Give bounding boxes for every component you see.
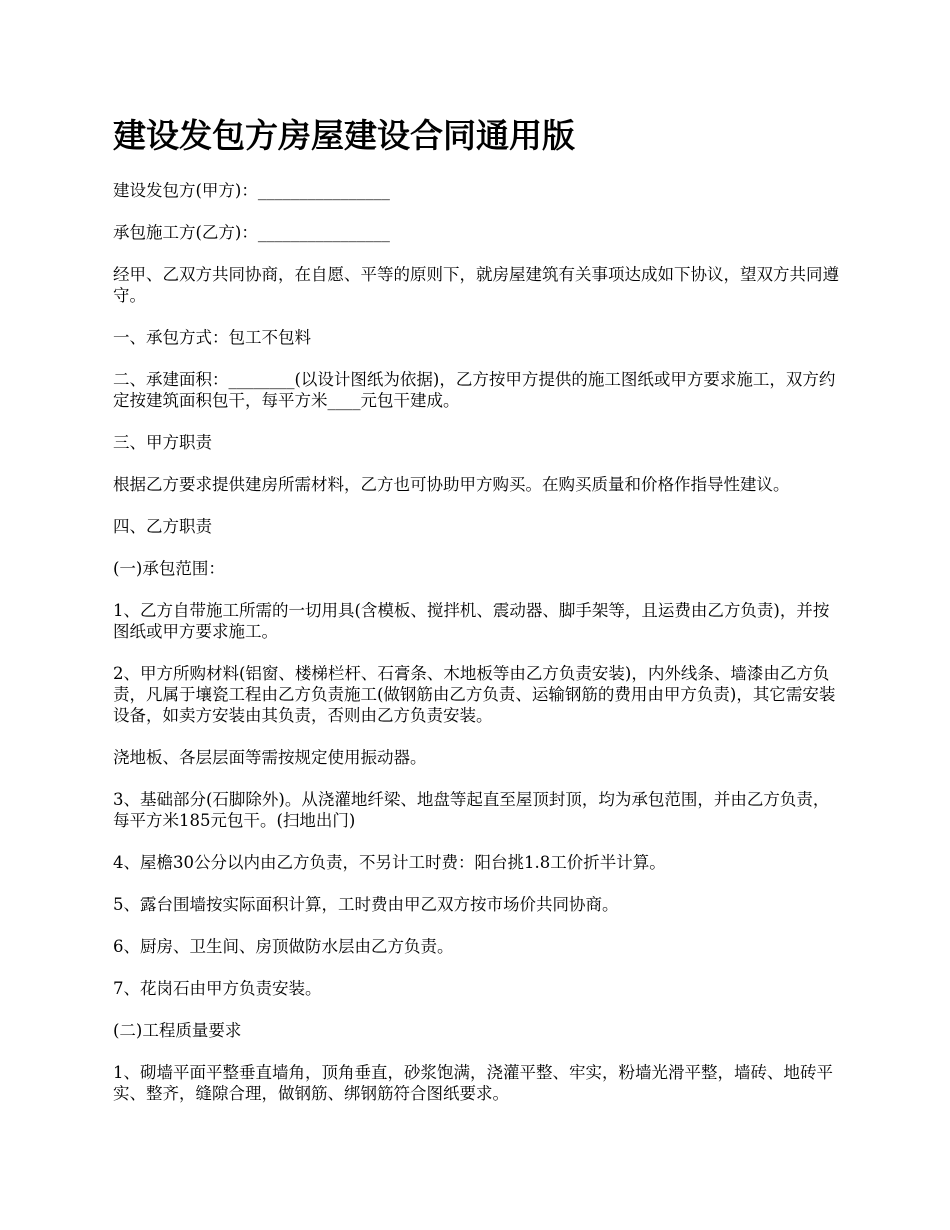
section-4-heading: 四、乙方职责 <box>113 517 212 536</box>
section-3-paragraph: 根据乙方要求提供建房所需材料，乙方也可协助甲方购买。在购买质量和价格作指导性建议。 <box>113 475 790 494</box>
clause-7-paragraph: 7、花岗石由甲方负责安装。 <box>113 979 322 998</box>
clause-5-paragraph: 5、露台围墙按实际面积计算，工时费由甲乙双方按市场价共同协商。 <box>113 895 619 914</box>
clause-1-paragraph: 1、乙方自带施工所需的一切用具(含模板、搅拌机、震动器、脚手架等，且运费由乙方负责)，并按图纸或甲方要求施工。 <box>113 601 830 641</box>
quality-clause-1-paragraph: 1、砌墙平面平整垂直墙角，顶角垂直，砂浆饱满，浇灌平整、牢实，粉墙光滑平整，墙砖、地砖平实、整齐，缝隙合理，做钢筋、绑钢筋符合图纸要求。 <box>113 1063 833 1103</box>
preamble-paragraph: 经甲、乙双方共同协商，在自愿、平等的原则下，就房屋建筑有关事项达成如下协议，望双方共同遵守。 <box>113 265 839 305</box>
section-2-paragraph: 二、承建面积：________(以设计图纸为依据)，乙方按甲方提供的施工图纸或甲方要求施工，双方约定按建筑面积包干，每平方米____元包干建成。 <box>113 370 836 410</box>
vibrator-note-paragraph: 浇地板、各层层面等需按规定使用振动器。 <box>113 748 427 767</box>
document-title: 建设发包方房屋建设合同通用版 <box>113 116 575 155</box>
clause-2-paragraph: 2、甲方所购材料(铝窗、楼梯栏杆、石膏条、木地板等由乙方负责安装)，内外线条、墙漆由乙方负责，凡属于壤瓷工程由乙方负责施工(做钢筋由乙方负责、运输钢筋的费用由甲方负责)，其它需安装设备，如卖方安装由其负责，否则由乙方负责安装。 <box>113 664 836 725</box>
subsection-2-heading: (二)工程质量要求 <box>113 1021 242 1040</box>
section-3-heading: 三、甲方职责 <box>113 433 212 452</box>
clause-6-paragraph: 6、厨房、卫生间、房顶做防水层由乙方负责。 <box>113 937 454 956</box>
clause-4-paragraph: 4、屋檐30公分以内由乙方负责，不另计工时费：阳台挑1.8工价折半计算。 <box>113 853 666 872</box>
party-b-line: 承包施工方(乙方)：________________ <box>113 223 390 242</box>
subsection-1-heading: (一)承包范围： <box>113 559 225 578</box>
party-a-line: 建设发包方(甲方)：________________ <box>113 181 390 200</box>
clause-3-paragraph: 3、基础部分(石脚除外)。从浇灌地纤梁、地盘等起直至屋顶封顶，均为承包范围，并由乙方负责，每平方米185元包干。(扫地出门) <box>113 790 830 830</box>
section-1-heading: 一、承包方式：包工不包料 <box>113 328 311 347</box>
document-page <box>113 112 843 1125</box>
